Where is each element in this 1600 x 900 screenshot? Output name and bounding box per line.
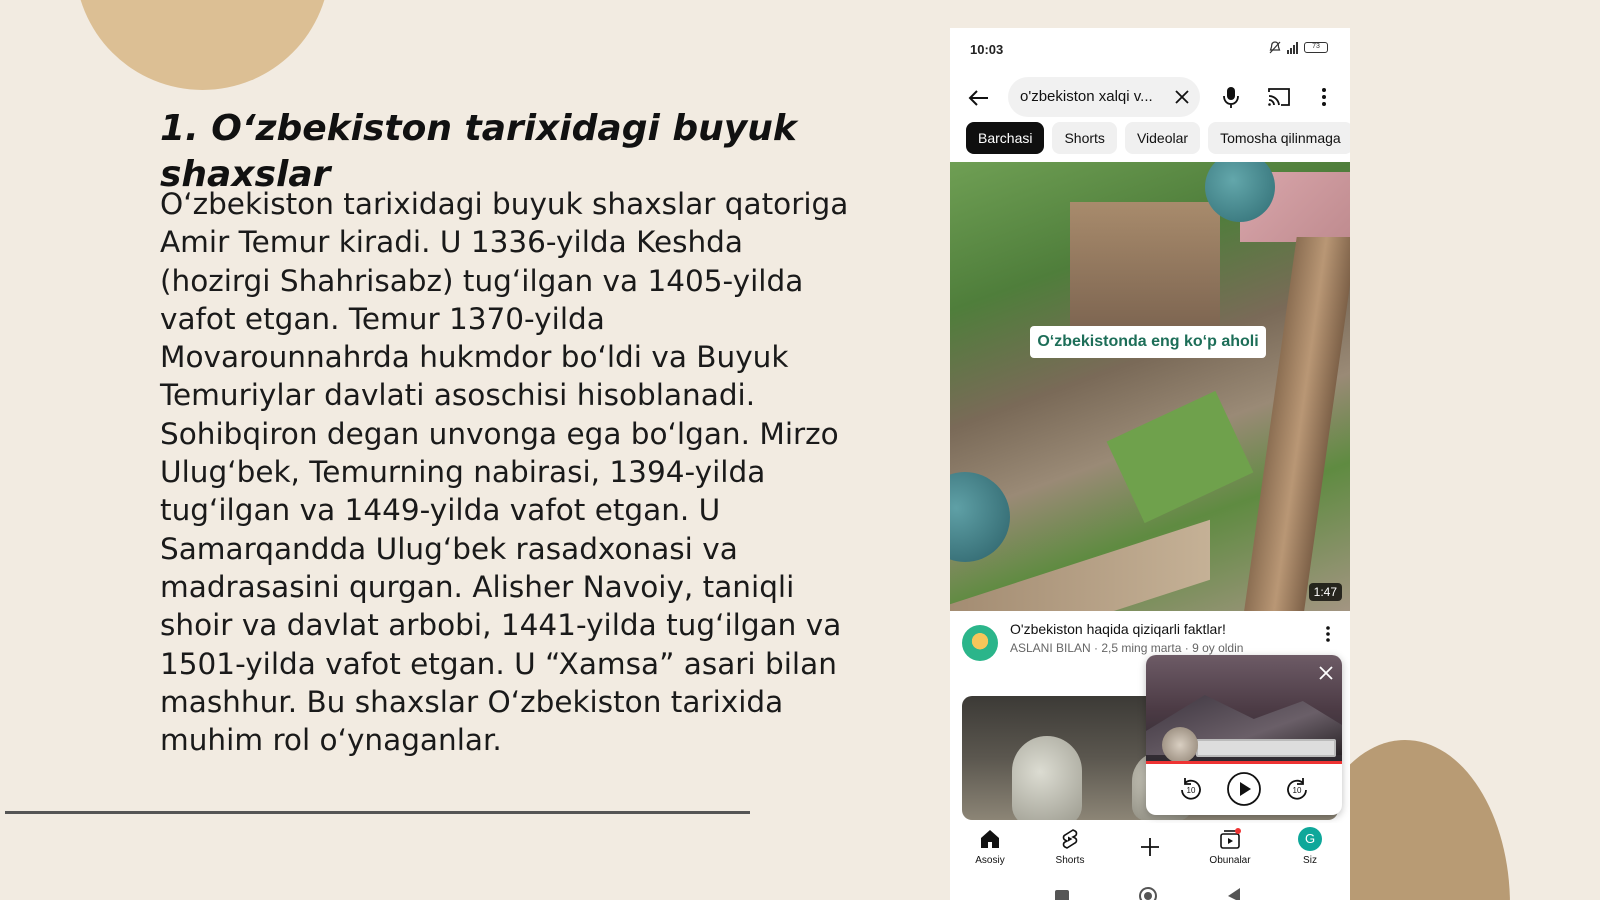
mini-player-medal bbox=[1162, 727, 1198, 763]
nav-label-asosiy: Asosiy bbox=[975, 855, 1005, 866]
thumbnail-vase bbox=[1012, 736, 1082, 820]
mini-player[interactable] bbox=[1146, 655, 1342, 815]
nav-label-siz: Siz bbox=[1303, 855, 1317, 866]
close-icon[interactable] bbox=[1172, 87, 1192, 107]
search-input[interactable] bbox=[1008, 77, 1200, 117]
nav-item-siz[interactable] bbox=[1280, 827, 1340, 866]
shorts-icon bbox=[1058, 827, 1082, 851]
slide-title-line2: shaxslar bbox=[160, 154, 331, 195]
system-navigation-bar bbox=[950, 878, 1350, 900]
status-time: 10:03 bbox=[970, 42, 1004, 57]
chip-videolar[interactable]: Videolar bbox=[1125, 122, 1200, 154]
slide-title-line1: 1. O‘zbekiston tarixidagi buyuk bbox=[160, 108, 797, 149]
slide-body-text: O‘zbekiston tarixidagi buyuk shaxslar qatoriga Amir Temur kiradi. U 1336-yilda Keshda (hozirgi Shahrisabz) tug‘ilgan va 1405-yilda vafot etgan. Temur 1370-yilda Movarounnahrda hukmdor bo‘ldi va Buyuk Temuriylar davlati asoschisi hisoblanadi. Sohibqiron degan unvonga ega bo‘lgan. Mirzo Ulug‘bek, Temurning nabirasi, 1394-yilda tug‘ilgan va 1449-yilda vafot etgan. U Samarqandda Ulug‘bek rasadxonasi va madrasasini qurgan. Alisher Navoiy, taniqli shoir va davlat arbobi, 1441-yilda tug‘ilgan va 1501-yilda vafot etgan. U “Xamsa” asari bilan mashhur. Bu shaxslar O‘zbekiston tarixida muhim rol o‘ynaganlar. bbox=[160, 187, 849, 758]
svg-text:10: 10 bbox=[1186, 786, 1196, 795]
more-vert-icon[interactable] bbox=[1314, 84, 1334, 110]
svg-text:10: 10 bbox=[1292, 786, 1302, 795]
plus-icon bbox=[1138, 835, 1162, 859]
bell-off-icon bbox=[1269, 41, 1281, 54]
mini-player-video[interactable] bbox=[1146, 655, 1342, 763]
decorative-circle-top bbox=[75, 0, 330, 90]
search-bar bbox=[950, 72, 1350, 122]
close-icon[interactable] bbox=[1318, 665, 1334, 681]
channel-avatar[interactable] bbox=[962, 625, 998, 661]
mini-player-banner bbox=[1196, 739, 1336, 757]
nav-item-asosiy[interactable] bbox=[960, 827, 1020, 866]
search-query[interactable]: o'zbekiston xalqi v... bbox=[1020, 88, 1153, 105]
video-title[interactable]: O'zbekiston haqida qiziqarli faktlar! bbox=[1010, 621, 1226, 637]
microphone-icon[interactable] bbox=[1218, 84, 1244, 110]
cast-icon[interactable] bbox=[1266, 84, 1292, 110]
subscriptions-icon bbox=[1218, 827, 1242, 851]
play-icon[interactable] bbox=[1225, 770, 1263, 808]
chip-tomosha-qilinmagan[interactable]: Tomosha qilinmaga bbox=[1208, 122, 1350, 154]
nav-label-shorts: Shorts bbox=[1055, 855, 1085, 866]
mini-player-progress bbox=[1146, 761, 1342, 764]
nav-item-obunalar[interactable] bbox=[1200, 827, 1260, 866]
status-icons bbox=[1269, 41, 1328, 54]
chip-shorts[interactable]: Shorts bbox=[1052, 122, 1116, 154]
nav-item-shorts[interactable] bbox=[1040, 827, 1100, 866]
thumbnail-caption: O‘zbekistonda eng ko‘p aholi bbox=[1030, 326, 1266, 358]
nav-item-create[interactable] bbox=[1120, 827, 1180, 863]
mini-player-controls bbox=[1146, 767, 1342, 811]
battery-icon: 73 bbox=[1304, 42, 1328, 53]
back-arrow-icon[interactable] bbox=[964, 84, 992, 112]
status-bar bbox=[950, 28, 1350, 72]
rewind-10-icon[interactable] bbox=[1177, 775, 1205, 803]
forward-10-icon[interactable] bbox=[1283, 775, 1311, 803]
video-thumbnail[interactable] bbox=[950, 162, 1350, 611]
back-triangle-icon bbox=[1228, 888, 1240, 900]
bottom-navigation bbox=[950, 823, 1350, 875]
recents-icon bbox=[1055, 890, 1069, 900]
signal-icon bbox=[1287, 42, 1298, 54]
video-duration-badge: 1:47 bbox=[1309, 583, 1342, 601]
slide-divider bbox=[5, 811, 750, 814]
nav-label-obunalar: Obunalar bbox=[1209, 855, 1251, 866]
thumbnail-courtyard bbox=[1107, 391, 1254, 523]
thumbnail-dome bbox=[950, 472, 1010, 562]
video-channel-line: ASLANI BILAN · 2,5 ming marta · 9 oy oldin bbox=[1010, 641, 1244, 655]
more-vert-icon[interactable] bbox=[1322, 623, 1334, 645]
thumbnail-building bbox=[1070, 202, 1220, 332]
thumbnail-minaret bbox=[1243, 237, 1350, 611]
phone-screenshot bbox=[950, 28, 1350, 900]
chip-barchasi[interactable]: Barchasi bbox=[966, 122, 1044, 154]
user-avatar: G bbox=[1298, 827, 1322, 851]
home-icon bbox=[978, 827, 1002, 851]
filter-chips bbox=[966, 122, 1350, 156]
